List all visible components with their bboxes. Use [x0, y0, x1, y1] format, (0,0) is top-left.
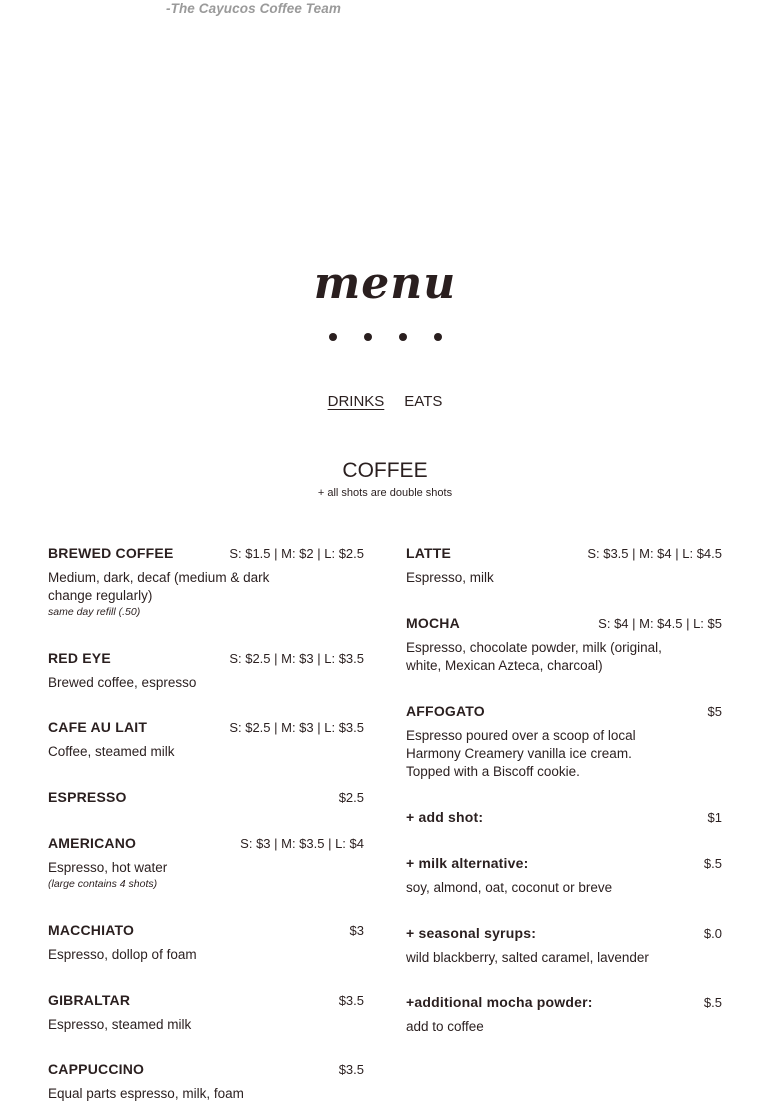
menu-item	[406, 545, 722, 587]
item-name: + add shot:	[406, 809, 484, 825]
item-price: $3	[349, 923, 364, 938]
menu-item	[406, 809, 722, 825]
item-name: CAPPUCCINO	[48, 1061, 145, 1077]
dot-icon	[399, 333, 407, 341]
menu-item	[48, 992, 364, 1034]
item-price: $2.5	[338, 790, 364, 805]
tab-drinks[interactable]: DRINKS	[327, 393, 385, 410]
item-description: Espresso, chocolate powder, milk (original, white, Mexican Azteca, charcoal)	[406, 640, 662, 673]
item-name: BREWED COFFEE	[48, 545, 174, 561]
menu-item	[406, 855, 722, 897]
menu-item	[48, 719, 364, 761]
menu-item	[48, 835, 364, 890]
item-price: $3.5	[338, 1062, 364, 1077]
dot-icon	[364, 333, 372, 341]
section-note: + all shots are double shots	[317, 487, 453, 499]
item-description: Equal parts espresso, milk, foam	[48, 1086, 244, 1101]
section-title: COFFEE	[342, 459, 428, 482]
item-name: + seasonal syrups:	[406, 925, 537, 941]
item-description: Espresso, milk	[406, 570, 494, 585]
item-price: S: $3.5 | M: $4 | L: $4.5	[587, 546, 722, 561]
item-price: S: $1.5 | M: $2 | L: $2.5	[229, 546, 364, 561]
menu-item	[48, 922, 364, 964]
item-name: +additional mocha powder:	[406, 994, 593, 1010]
menu-item	[406, 994, 722, 1036]
item-description: Brewed coffee, espresso	[48, 675, 197, 690]
item-name: + milk alternative:	[406, 855, 529, 871]
menu-item	[48, 1061, 364, 1103]
item-description: soy, almond, oat, coconut or breve	[406, 880, 613, 895]
item-price: $1	[707, 810, 722, 825]
item-price: $.5	[703, 995, 722, 1010]
menu-item	[48, 789, 364, 805]
tab-eats[interactable]: EATS	[404, 393, 443, 410]
dot-icon	[329, 333, 337, 341]
item-description: Espresso, steamed milk	[48, 1017, 192, 1032]
item-price: S: $3 | M: $3.5 | L: $4	[240, 836, 364, 851]
item-name: LATTE	[406, 545, 452, 561]
item-price: $3.5	[338, 993, 364, 1008]
item-description: add to coffee	[406, 1019, 484, 1034]
menu-item	[406, 925, 722, 967]
item-price: S: $2.5 | M: $3 | L: $3.5	[229, 651, 364, 666]
item-note: same day refill (.50)	[48, 606, 141, 618]
item-price: S: $2.5 | M: $3 | L: $3.5	[229, 720, 364, 735]
item-name: MOCHA	[406, 615, 460, 631]
item-name: AMERICANO	[48, 835, 137, 851]
menu-item	[48, 545, 364, 618]
item-name: ESPRESSO	[48, 789, 127, 805]
dot-icon	[434, 333, 442, 341]
item-price: $5	[707, 704, 722, 719]
item-description: Espresso, dollop of foam	[48, 947, 197, 962]
item-name: MACCHIATO	[48, 922, 135, 938]
item-description: Espresso poured over a scoop of local Harmony Creamery vanilla ice cream. Topped with a Biscoff cookie.	[406, 728, 636, 779]
menu-tabs	[0, 393, 770, 410]
item-name: CAFE AU LAIT	[48, 719, 148, 735]
item-price: S: $4 | M: $4.5 | L: $5	[598, 616, 722, 631]
item-description: Medium, dark, decaf (medium & dark change regularly)	[48, 570, 270, 603]
decorative-dots	[0, 333, 770, 341]
menu-title: menu	[313, 258, 457, 309]
item-note: (large contains 4 shots)	[48, 878, 158, 890]
menu-item	[48, 650, 364, 692]
item-name: AFFOGATO	[406, 703, 485, 719]
team-signature: -The Cayucos Coffee Team	[166, 1, 341, 16]
item-name: GIBRALTAR	[48, 992, 131, 1008]
item-description: wild blackberry, salted caramel, lavender	[406, 950, 649, 965]
item-name: RED EYE	[48, 650, 111, 666]
item-description: Espresso, hot water	[48, 860, 168, 875]
item-price: $.0	[703, 926, 722, 941]
menu-item	[406, 615, 722, 675]
item-description: Coffee, steamed milk	[48, 744, 175, 759]
menu-item	[406, 703, 722, 781]
item-price: $.5	[703, 856, 722, 871]
